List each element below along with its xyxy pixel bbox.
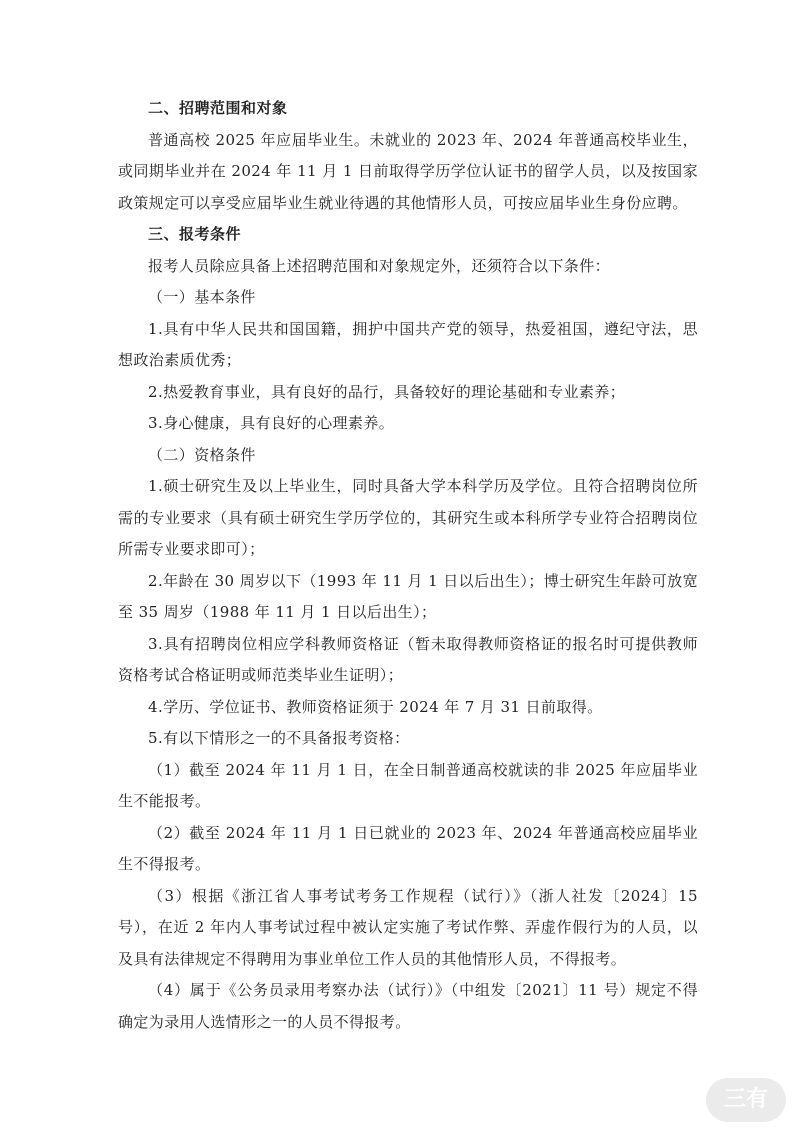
subheading-qualification: （二）资格条件 (148, 445, 256, 464)
exclusion-item-1: （1）截至 2024 年 11 月 1 日，在全日制普通高校就读的非 2025 年应届毕业生不能报考。 (118, 760, 698, 810)
qualification-item-4: 4.学历、学位证书、教师资格证须于 2024 年 7 月 31 日前取得。 (148, 697, 603, 716)
exclusion-item-3: （3）根据《浙江省人事考试考务工作规程（试行）》（浙人社发〔2024〕15 号），在近 2 年内人事考试过程中被认定实施了考试作弊、弄虚作假行为的人员，以及具有法律规定不得聘用为事业单位工作人员的其他情形人员，不得报考。 (118, 886, 698, 968)
exclusion-item-4: （4）属于《公务员录用考察办法（试行）》（中组发〔2021〕11 号）规定不得确定为录用人选情形之一的人员不得报考。 (118, 981, 698, 1031)
subheading-basic: （一）基本条件 (148, 288, 256, 306)
paragraph-conditions-intro: 报考人员除应具备上述招聘范围和对象规定外，还须符合以下条件： (148, 256, 611, 275)
watermark-logo: 三有 (706, 1078, 786, 1122)
qualification-item-1: 1.硕士研究生及以上毕业生，同时具备大学本科学历及学位。且符合招聘岗位所需的专业要求（具有硕士研究生学历学位的，其研究生或本科所学专业符合招聘岗位所需专业要求即可）； (118, 477, 698, 558)
paragraph-scope: 普通高校 2025 年应届毕业生。未就业的 2023 年、2024 年普通高校毕业生，或同期毕业并在 2024 年 11 月 1 日前取得学历学位认证书的留学人员，以及按国家政策规定可以享受应届毕业生就业待遇的其他情形人员，可按应届毕业生身份应聘。 (118, 130, 698, 212)
basic-item-3: 3.身心健康，具有良好的心理素养。 (148, 414, 395, 432)
qualification-item-5: 5.有以下情形之一的不具备报考资格： (148, 729, 410, 747)
document-body (118, 93, 698, 1038)
qualification-item-3: 3.具有招聘岗位相应学科教师资格证（暂未取得教师资格证的报名时可提供教师资格考试合格证明或师范类毕业生证明）； (118, 634, 698, 684)
qualification-item-2: 2.年龄在 30 周岁以下（1993 年 11 月 1 日以后出生）；博士研究生年龄可放宽至 35 周岁（1988 年 11 月 1 日以后出生）； (118, 571, 698, 621)
basic-item-2: 2.热爱教育事业，具有良好的品行，具备较好的理论基础和专业素养； (148, 382, 626, 401)
basic-item-1: 1.具有中华人民共和国国籍，拥护中国共产党的领导，热爱祖国，遵纪守法，思想政治素质优秀； (118, 319, 698, 369)
section-heading-scope: 二、招聘范围和对象 (148, 99, 288, 117)
exclusion-item-2: （2）截至 2024 年 11 月 1 日已就业的 2023 年、2024 年普通高校应届毕业生不得报考。 (118, 823, 698, 873)
section-heading-conditions: 三、报考条件 (148, 225, 242, 243)
